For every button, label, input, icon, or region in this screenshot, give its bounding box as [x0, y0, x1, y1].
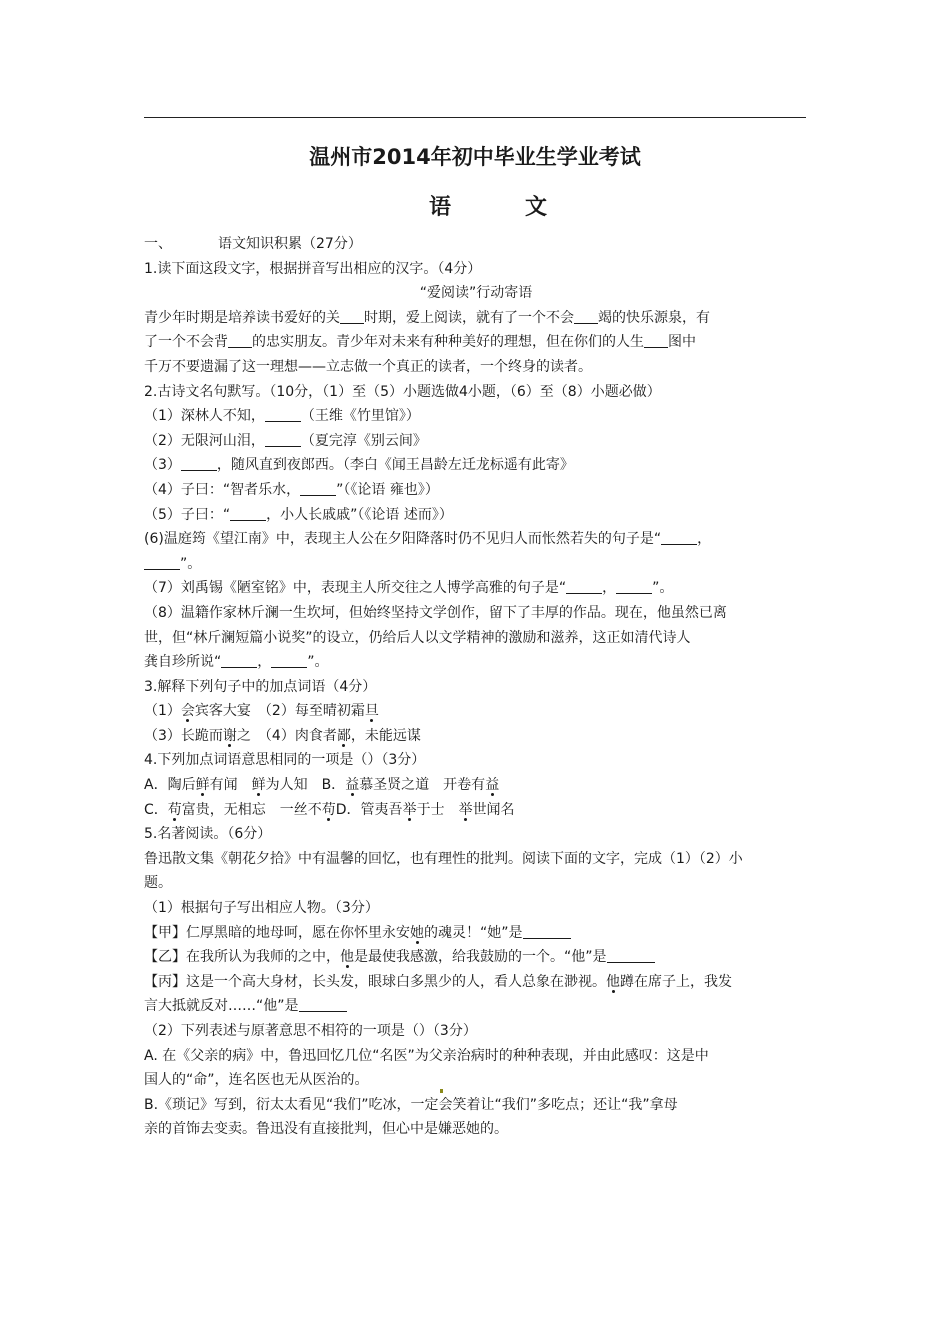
q1-stem: 1.读下面这段文字，根据拼音写出相应的汉字。（4分） [144, 260, 482, 277]
answer-blank[interactable] [661, 530, 697, 545]
q5-intro: 鲁迅散文集《朝花夕拾》中有温馨的回忆，也有理性的批判。阅读下面的文字，完成（1）（2）小 [144, 850, 743, 867]
answer-blank[interactable] [299, 997, 347, 1012]
answer-blank[interactable] [523, 924, 571, 939]
q2-item4: （4）子曰：“智者乐水， ”（《论语 雍也》） [144, 481, 439, 498]
q5-intro-cont: 题。 [144, 875, 172, 892]
q5-yi: 【乙】在我所认为我师的之中，他是最使我感激，给我鼓励的一个。“他”是 [144, 945, 808, 970]
dotted-word: 她 [410, 924, 424, 941]
answer-blank[interactable] [566, 579, 602, 594]
dotted-word: 举 [458, 801, 473, 818]
q2-item6: (6)温庭筠《望江南》中，表现主人公在夕阳降落时仍不见归人而怅然若失的句子是“ ， [144, 531, 712, 548]
dotted-word: 鲜 [251, 777, 266, 794]
dotted-word: 鄙 [336, 727, 351, 744]
answer-blank[interactable] [300, 481, 336, 496]
answer-blank[interactable] [607, 948, 655, 963]
q5-part2: （2）下列表述与原著意思不相符的一项是（）（3分） [144, 1023, 477, 1039]
q5-part1: （1）根据句子写出相应人物。（3分） [144, 900, 379, 917]
answer-blank[interactable] [230, 506, 266, 521]
dotted-word: 苟 [167, 801, 182, 818]
subject-title: 语 文 [428, 195, 573, 220]
q2-item1: （1）深林人不知， （王维《竹里馆》） [144, 408, 420, 425]
q5-jia: 【甲】仁厚黑暗的地母呵，愿在你怀里永安她的魂灵！“她”是 [144, 921, 808, 946]
q2-item7: （7）刘禹锡《陋室铭》中，表现主人所交往之人博学高雅的句子是“ ， ”。 [144, 580, 674, 597]
dotted-word: 苟 [321, 801, 336, 818]
header-rule [144, 117, 806, 118]
answer-blank[interactable] [644, 333, 668, 348]
answer-blank[interactable] [574, 309, 598, 324]
answer-blank[interactable] [228, 333, 252, 348]
q2-item2: （2）无限河山泪， （夏完淳《别云间》 [144, 432, 427, 449]
q5-option-b-cont: 亲的首饰去变卖。鲁迅没有直接批判，但心中是嫌恶她的。 [144, 1121, 508, 1138]
q2-item5: （5）子曰：“ ，小人长戚戚”（《论语 述而》） [144, 506, 453, 523]
answer-blank[interactable] [340, 309, 364, 324]
q4-options-ab: A．陶后鲜有闻 鲜为人知 B．益慕圣贤之道 开卷有益 [144, 777, 500, 794]
q5-bing: 【丙】这是一个高大身材，长头发，眼球白多黑少的人，看人总象在渺视。他蹲在席子上，我发 [144, 973, 732, 990]
answer-blank[interactable] [144, 555, 180, 570]
q5-stem: 5.名著阅读。（6分） [144, 826, 272, 843]
q5-option-b: B.《琐记》写到，衍太太看见“我们”吃冰，一定会笑着让“我们”多吃点；还让“我”拿母 [144, 1096, 678, 1113]
dotted-word: 益 [345, 777, 360, 794]
dotted-word: 他 [606, 973, 620, 990]
q5-bing-cont: 言大抵就反对……“他”是 [144, 994, 808, 1019]
dotted-word: 旦 [364, 703, 379, 720]
q4-options-cd: C．苟富贵，无相忘 一丝不苟D．管夷吾举于士 举世闻名 [144, 801, 515, 818]
q2-item6-cont: ”。 [144, 552, 808, 577]
answer-blank[interactable] [181, 456, 217, 471]
q2-item3: （3） ，随风直到夜郎西。（李白《闻王昌龄左迁龙标遥有此寄》 [144, 457, 574, 474]
q2-stem: 2.古诗文名句默写。（10分，（1）至（5）小题选做4小题，（6）至（8）小题必做） [144, 383, 661, 400]
dotted-word: 会 [180, 703, 195, 720]
exam-title: 温州市2014年初中毕业生学业考试 [309, 145, 641, 169]
dotted-word: 益 [485, 777, 500, 794]
exam-content [144, 232, 808, 1142]
answer-blank[interactable] [265, 407, 301, 422]
answer-blank[interactable] [616, 579, 652, 594]
q3-line2: （3）长跪而谢之 （4）肉食者鄙，未能远谋 [144, 727, 421, 744]
q4-stem: 4.下列加点词语意思相同的一项是（）（3分） [144, 752, 426, 769]
q1-line1: 青少年时期是培养读书爱好的关 时期，爱上阅读，就有了一个不会 竭的快乐源泉，有 [144, 309, 710, 326]
dotted-word: 他 [340, 949, 354, 966]
q2-item8: （8）温籍作家林斤澜一生坎坷，但始终坚持文学创作，留下了丰厚的作品。现在，他虽然已离 [144, 604, 727, 621]
q5-option-a: A. 在《父亲的病》中，鲁迅回忆几位“名医”为父亲治病时的种种表现，并由此感叹：这是中 [144, 1047, 709, 1064]
answer-blank[interactable] [221, 653, 257, 668]
q1-line3: 千万不要遗漏了这一理想——立志做一个真正的读者，一个终身的读者。 [144, 358, 592, 375]
dotted-word: 鲜 [195, 777, 210, 794]
q3-line1: （1）会宾客大宴 （2）每至晴初霜旦 [144, 703, 379, 720]
q3-stem: 3.解释下列句子中的加点词语（4分） [144, 678, 377, 695]
q1-passage-title: “爱阅读”行动寄语 [419, 285, 533, 302]
q1-line2: 了一个不会背 的忠实朋友。青少年对未来有种种美好的理想，但在你们的人生 图中 [144, 334, 696, 351]
q5-option-a-cont: 国人的“命”，连名医也无从医治的。 [144, 1072, 369, 1089]
section-heading: 一、 语文知识积累（27分） [144, 236, 362, 252]
dotted-word: 举 [402, 801, 417, 818]
answer-blank[interactable] [265, 432, 301, 447]
q2-item8-cont: 世，但“林斤澜短篇小说奖”的设立，仍给后人以文学精神的激励和滋养，这正如清代诗人 [144, 629, 691, 646]
answer-blank[interactable] [271, 653, 307, 668]
stray-mark [440, 1089, 443, 1093]
dotted-word: 谢 [222, 727, 237, 744]
q2-item8-end: 龚自珍所说“ ， ”。 [144, 654, 329, 671]
